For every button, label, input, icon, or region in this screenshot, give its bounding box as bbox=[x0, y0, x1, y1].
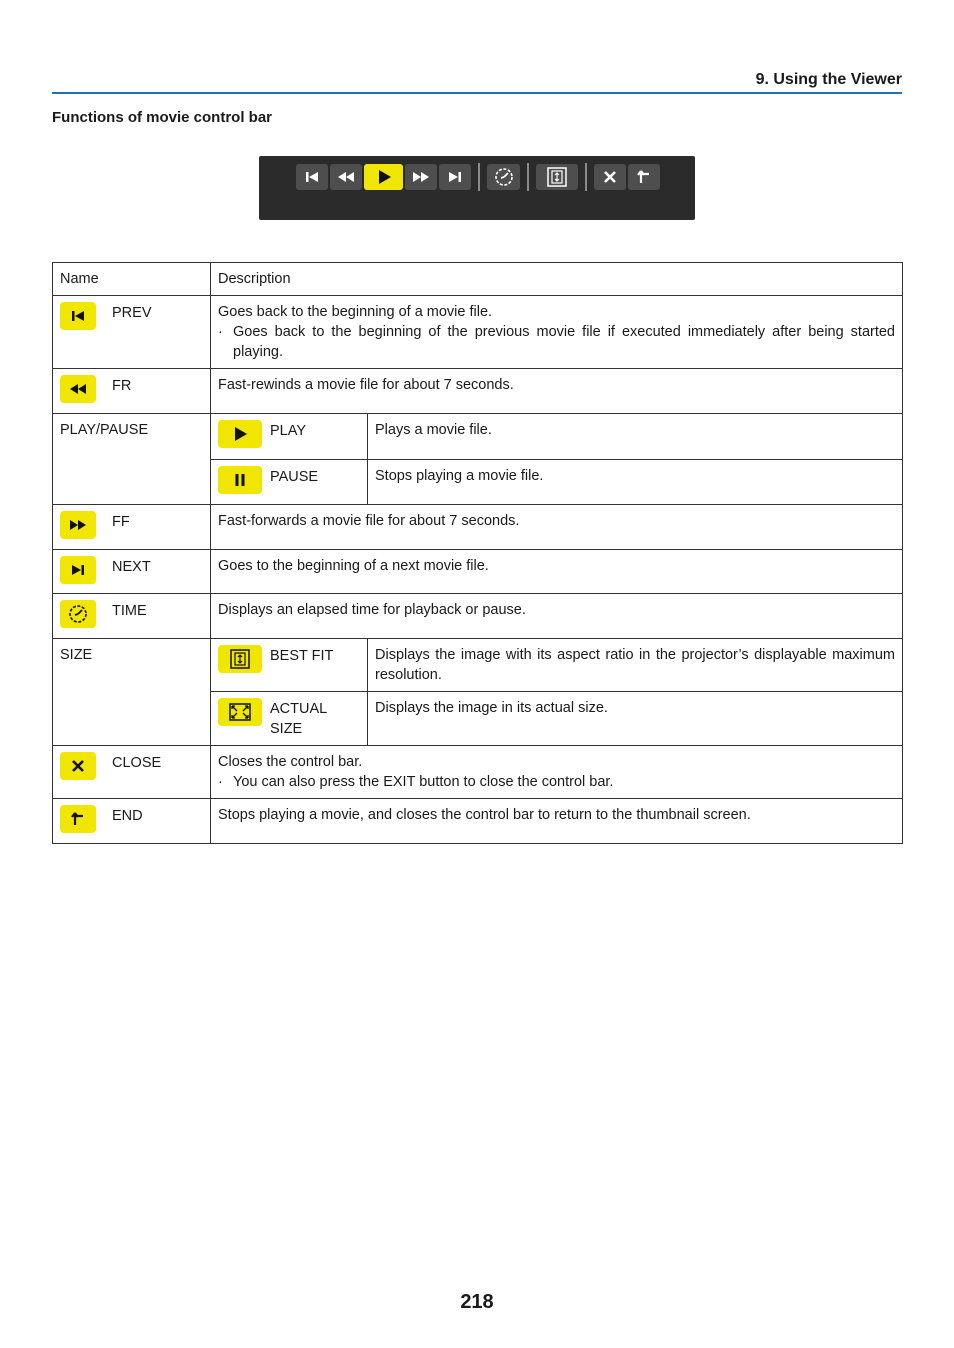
cb-size-button bbox=[536, 164, 578, 190]
movie-control-bar bbox=[259, 156, 695, 220]
next-icon bbox=[447, 170, 463, 184]
function-description: Displays the image with its aspect ratio in the projector’s displayable maximum resolution. bbox=[368, 639, 903, 692]
cb-separator bbox=[527, 163, 529, 191]
function-description: Closes the control bar. bbox=[218, 754, 363, 770]
cb-separator bbox=[478, 163, 480, 191]
function-description: Displays an elapsed time for playback or pause. bbox=[211, 594, 903, 639]
table-row bbox=[53, 296, 903, 369]
end-icon bbox=[636, 169, 652, 185]
prev-icon bbox=[60, 302, 96, 330]
function-name: PREV bbox=[112, 305, 152, 321]
table-header-row bbox=[53, 263, 903, 296]
close-icon bbox=[60, 752, 96, 780]
function-name: FR bbox=[112, 378, 132, 394]
function-description: Plays a movie file. bbox=[368, 414, 903, 460]
fast-forward-icon bbox=[60, 511, 96, 539]
size-icon bbox=[546, 167, 568, 187]
section-title: Functions of movie control bar bbox=[52, 109, 273, 126]
function-description: Fast-forwards a movie file for about 7 seconds. bbox=[211, 505, 903, 550]
rewind-icon bbox=[60, 375, 96, 403]
time-icon bbox=[494, 167, 514, 187]
pause-icon bbox=[218, 466, 262, 494]
page-header bbox=[52, 68, 902, 94]
table-row bbox=[53, 414, 903, 460]
cb-rewind-button bbox=[330, 164, 362, 190]
play-icon bbox=[376, 169, 392, 185]
cb-prev-button bbox=[296, 164, 328, 190]
actual-size-icon bbox=[218, 698, 262, 726]
fast-forward-icon bbox=[411, 170, 431, 184]
header-name: Name bbox=[53, 263, 211, 296]
table-row bbox=[53, 639, 903, 692]
play-icon bbox=[218, 420, 262, 448]
time-icon bbox=[60, 600, 96, 628]
rewind-icon bbox=[336, 170, 356, 184]
function-note: Goes back to the beginning of the previous movie file if executed immediately after being started playing. bbox=[233, 324, 895, 360]
bullet-mark: · bbox=[218, 774, 223, 790]
chapter-title: 9. Using the Viewer bbox=[755, 71, 902, 88]
cb-close-button bbox=[594, 164, 626, 190]
functions-table bbox=[52, 262, 903, 844]
end-icon bbox=[60, 805, 96, 833]
function-description: Fast-rewinds a movie file for about 7 seconds. bbox=[211, 369, 903, 414]
function-name: END bbox=[112, 808, 143, 824]
table-row bbox=[53, 799, 903, 844]
table-row bbox=[53, 550, 903, 594]
function-group-name: SIZE bbox=[53, 639, 211, 746]
cb-separator bbox=[585, 163, 587, 191]
table-row bbox=[53, 594, 903, 639]
function-group-name: PLAY/PAUSE bbox=[53, 414, 211, 505]
table-row bbox=[53, 746, 903, 799]
function-description: Displays the image in its actual size. bbox=[368, 692, 903, 746]
cb-play-button bbox=[364, 164, 403, 190]
close-icon bbox=[603, 170, 617, 184]
best-fit-icon bbox=[218, 645, 262, 673]
function-name: BEST FIT bbox=[270, 648, 334, 664]
function-name: ACTUAL SIZE bbox=[270, 701, 327, 737]
next-icon bbox=[60, 556, 96, 584]
function-name: PAUSE bbox=[270, 469, 319, 485]
function-name: PLAY bbox=[270, 423, 307, 439]
page-number: 218 bbox=[460, 1291, 494, 1313]
cb-end-button bbox=[628, 164, 660, 190]
function-name: NEXT bbox=[112, 559, 151, 575]
bullet-mark: · bbox=[218, 324, 223, 340]
function-name: CLOSE bbox=[112, 755, 162, 771]
function-description: Goes to the beginning of a next movie file. bbox=[211, 550, 903, 594]
cb-fast-forward-button bbox=[405, 164, 437, 190]
cb-next-button bbox=[439, 164, 471, 190]
header-description: Description bbox=[211, 263, 903, 296]
table-row bbox=[53, 505, 903, 550]
prev-icon bbox=[304, 170, 320, 184]
function-description: Goes back to the beginning of a movie file. bbox=[218, 304, 493, 320]
function-description: Stops playing a movie, and closes the control bar to return to the thumbnail screen. bbox=[211, 799, 903, 844]
function-name: TIME bbox=[112, 603, 147, 619]
function-note: You can also press the EXIT button to close the control bar. bbox=[233, 774, 614, 790]
cb-time-button bbox=[487, 164, 520, 190]
function-description: Stops playing a movie file. bbox=[368, 460, 903, 505]
table-row bbox=[53, 369, 903, 414]
function-name: FF bbox=[112, 514, 130, 530]
